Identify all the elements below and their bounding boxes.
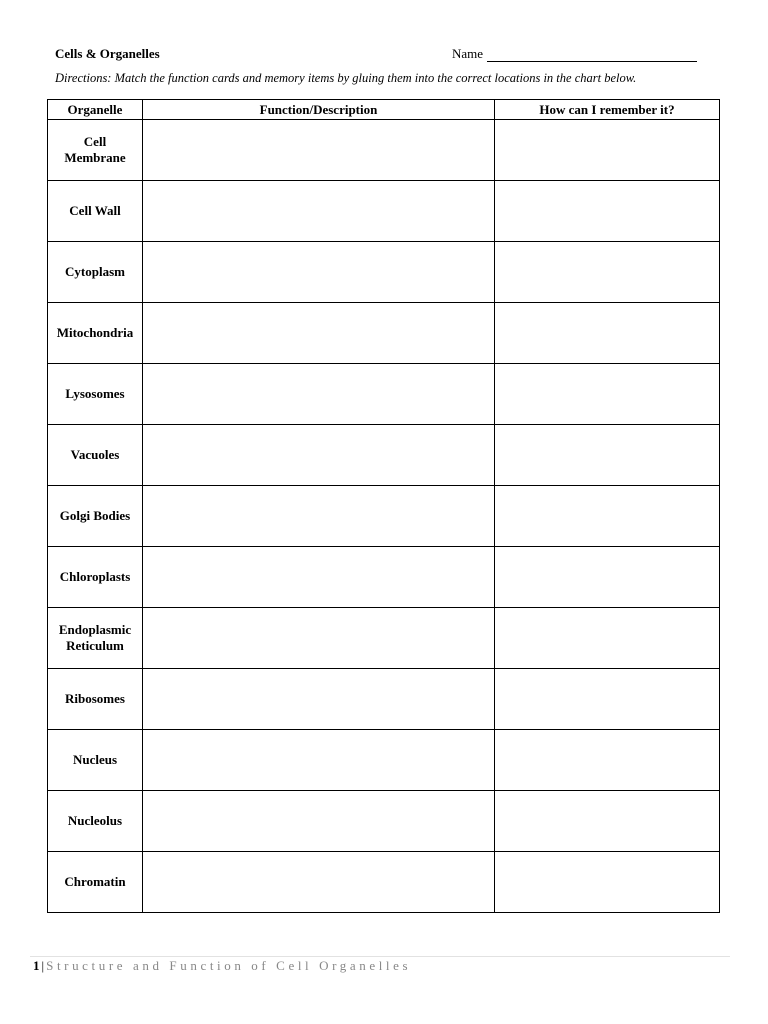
remember-it-cell[interactable] — [495, 242, 720, 303]
organelle-cell: Nucleolus — [48, 791, 143, 852]
table-row — [48, 242, 720, 303]
organelle-cell: Cell Membrane — [48, 120, 143, 181]
column-header-remember: How can I remember it? — [495, 100, 720, 120]
table-row — [48, 791, 720, 852]
table-row — [48, 669, 720, 730]
organelle-cell: Cell Wall — [48, 181, 143, 242]
name-blank-line[interactable] — [487, 47, 697, 62]
function-description-cell[interactable] — [143, 486, 495, 547]
remember-it-cell[interactable] — [495, 364, 720, 425]
organelle-cell: Vacuoles — [48, 425, 143, 486]
organelle-cell: Lysosomes — [48, 364, 143, 425]
table-body — [48, 120, 720, 913]
table-row — [48, 120, 720, 181]
function-description-cell[interactable] — [143, 242, 495, 303]
function-description-cell[interactable] — [143, 303, 495, 364]
function-description-cell[interactable] — [143, 730, 495, 791]
function-description-cell[interactable] — [143, 120, 495, 181]
remember-it-cell[interactable] — [495, 608, 720, 669]
organelle-chart — [47, 99, 720, 913]
remember-it-cell[interactable] — [495, 730, 720, 791]
organelle-cell: Golgi Bodies — [48, 486, 143, 547]
function-description-cell[interactable] — [143, 181, 495, 242]
name-label: Name — [452, 46, 484, 61]
table-row — [48, 181, 720, 242]
remember-it-cell[interactable] — [495, 303, 720, 364]
function-description-cell[interactable] — [143, 425, 495, 486]
function-description-cell[interactable] — [143, 547, 495, 608]
table-row — [48, 486, 720, 547]
organelle-cell: Chromatin — [48, 852, 143, 913]
function-description-cell[interactable] — [143, 669, 495, 730]
table-row — [48, 852, 720, 913]
remember-it-cell[interactable] — [495, 120, 720, 181]
directions-text: Directions: Match the function cards and memory items by gluing them into the correct locations in the chart below. — [55, 71, 637, 85]
footer-text: Structure and Function of Cell Organelles — [46, 958, 412, 973]
remember-it-cell[interactable] — [495, 791, 720, 852]
table-row — [48, 730, 720, 791]
page-number: 1 — [33, 958, 40, 973]
remember-it-cell[interactable] — [495, 547, 720, 608]
table-header-row — [48, 100, 720, 120]
remember-it-cell[interactable] — [495, 669, 720, 730]
remember-it-cell[interactable] — [495, 181, 720, 242]
table-row — [48, 303, 720, 364]
name-field — [452, 46, 697, 62]
organelle-cell: Endoplasmic Reticulum — [48, 608, 143, 669]
function-description-cell[interactable] — [143, 364, 495, 425]
organelle-cell: Ribosomes — [48, 669, 143, 730]
function-description-cell[interactable] — [143, 791, 495, 852]
table-row — [48, 364, 720, 425]
function-description-cell[interactable] — [143, 608, 495, 669]
remember-it-cell[interactable] — [495, 852, 720, 913]
worksheet-title: Cells & Organelles — [55, 46, 160, 61]
remember-it-cell[interactable] — [495, 486, 720, 547]
remember-it-cell[interactable] — [495, 425, 720, 486]
page-footer — [33, 958, 411, 974]
column-header-function: Function/Description — [143, 100, 495, 120]
organelle-cell: Mitochondria — [48, 303, 143, 364]
column-header-organelle: Organelle — [48, 100, 143, 120]
table-row — [48, 608, 720, 669]
organelle-cell: Chloroplasts — [48, 547, 143, 608]
organelle-cell: Nucleus — [48, 730, 143, 791]
footer-divider — [30, 956, 730, 957]
table-row — [48, 425, 720, 486]
organelle-cell: Cytoplasm — [48, 242, 143, 303]
footer-separator: | — [41, 958, 45, 973]
function-description-cell[interactable] — [143, 852, 495, 913]
table-row — [48, 547, 720, 608]
